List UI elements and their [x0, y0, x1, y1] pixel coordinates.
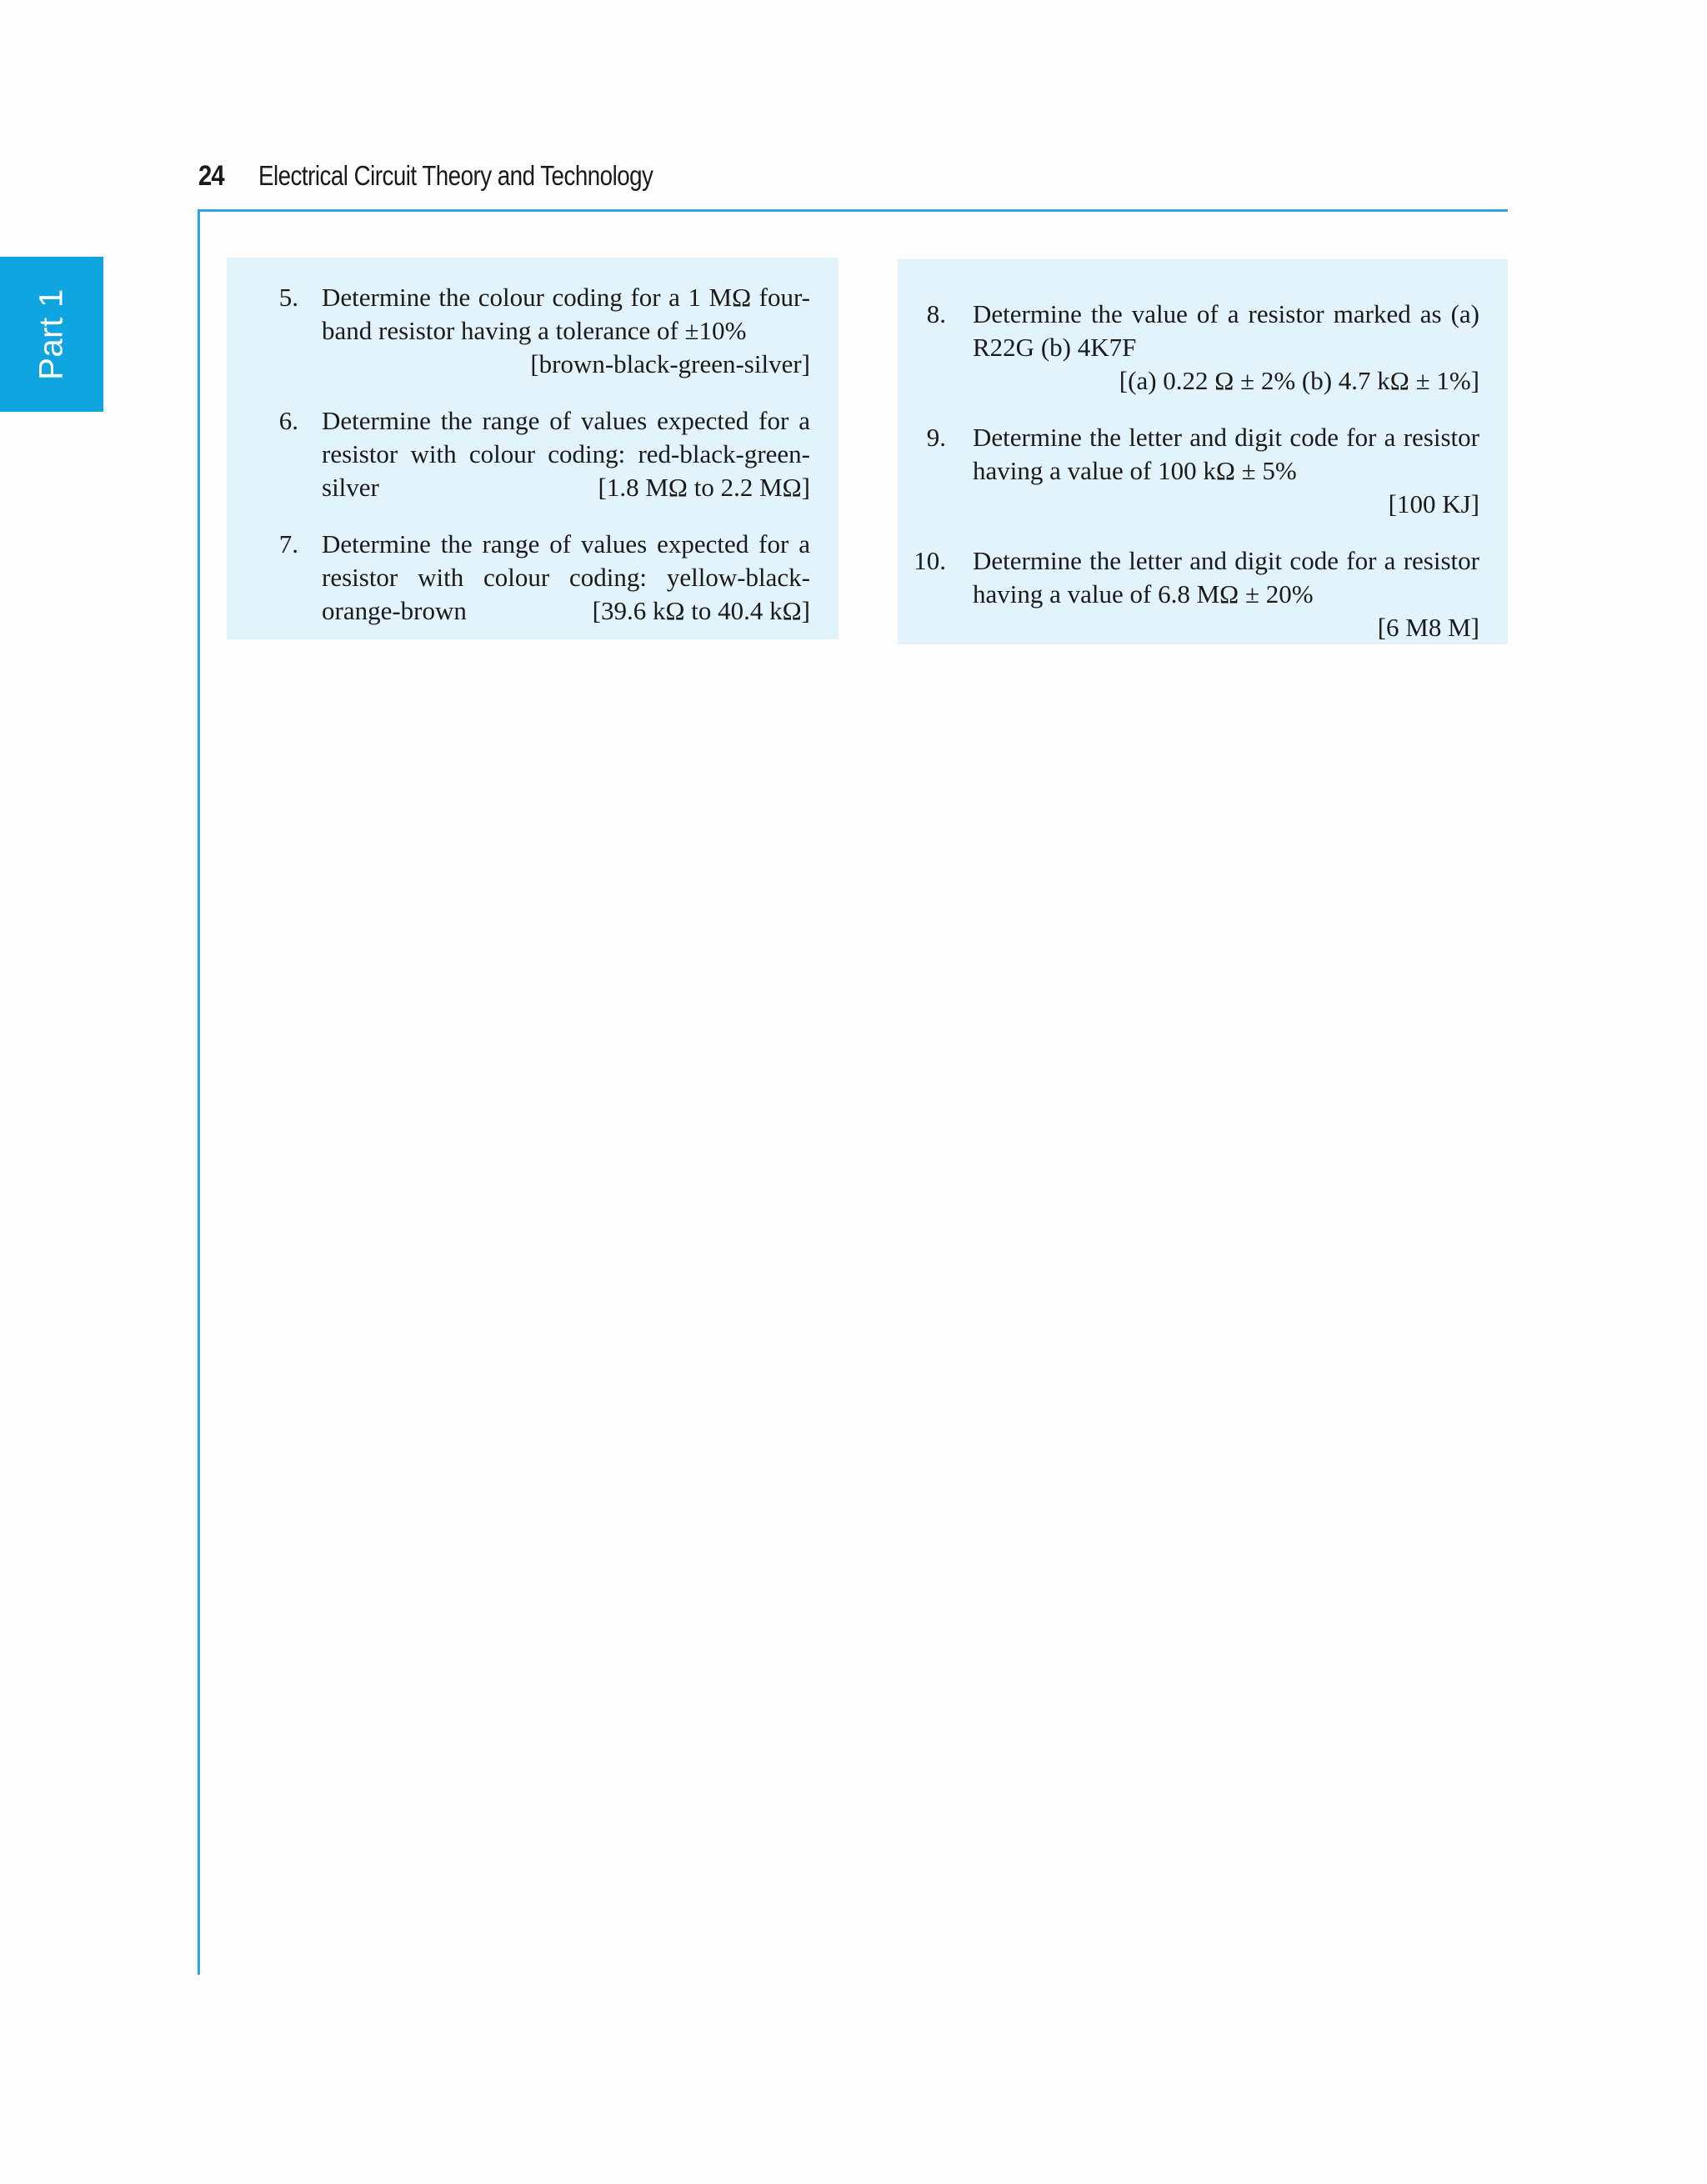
exercise-item	[911, 421, 1479, 521]
exercise-question: Determine the value of a resistor marked as (a) R22G (b) 4K7F	[973, 299, 1479, 362]
running-header	[198, 160, 728, 208]
exercise-answer: [6 M8 M]	[1377, 613, 1479, 642]
exercise-item	[250, 281, 810, 381]
exercise-number: 7.	[278, 529, 298, 559]
exercise-answer: [brown-black-green-silver]	[530, 349, 810, 378]
part-tab	[0, 257, 103, 412]
book-title: Electrical Circuit Theory and Technology	[258, 160, 653, 191]
exercise-number: 9.	[926, 423, 946, 452]
exercise-number: 10.	[914, 546, 946, 575]
exercise-item	[250, 528, 810, 628]
exercise-box-left	[227, 258, 838, 639]
margin-rule	[198, 209, 200, 1975]
exercise-box-right	[898, 259, 1508, 644]
exercise-question: Determine the letter and digit code for a resistor having a value of 100 kΩ ± 5%	[973, 423, 1479, 485]
exercise-answer: [1.8 MΩ to 2.2 MΩ]	[598, 473, 810, 502]
part-tab-label: Part 1	[33, 288, 70, 380]
exercise-item	[250, 404, 810, 504]
exercise-question: Determine the range of values expected for a resistor with colour coding: red-black-green-silver	[322, 406, 810, 502]
exercise-number: 6.	[278, 406, 298, 435]
exercise-question: Determine the range of values expected for a resistor with colour coding: yellow-black-orange-brown	[322, 529, 810, 625]
exercise-answer: [(a) 0.22 Ω ± 2% (b) 4.7 kΩ ± 1%]	[1119, 366, 1479, 395]
exercise-item	[911, 544, 1479, 644]
exercise-item	[911, 298, 1479, 398]
exercise-answer: [100 KJ]	[1388, 489, 1479, 518]
exercise-number: 5.	[278, 283, 298, 312]
header-rule	[198, 209, 1508, 212]
exercise-number: 8.	[926, 299, 946, 328]
page-number: 24	[198, 160, 224, 192]
exercise-question: Determine the letter and digit code for a resistor having a value of 6.8 MΩ ± 20%	[973, 546, 1479, 609]
exercise-answer: [39.6 kΩ to 40.4 kΩ]	[592, 596, 810, 625]
exercise-question: Determine the colour coding for a 1 MΩ four-band resistor having a tolerance of ±10%	[322, 283, 810, 345]
